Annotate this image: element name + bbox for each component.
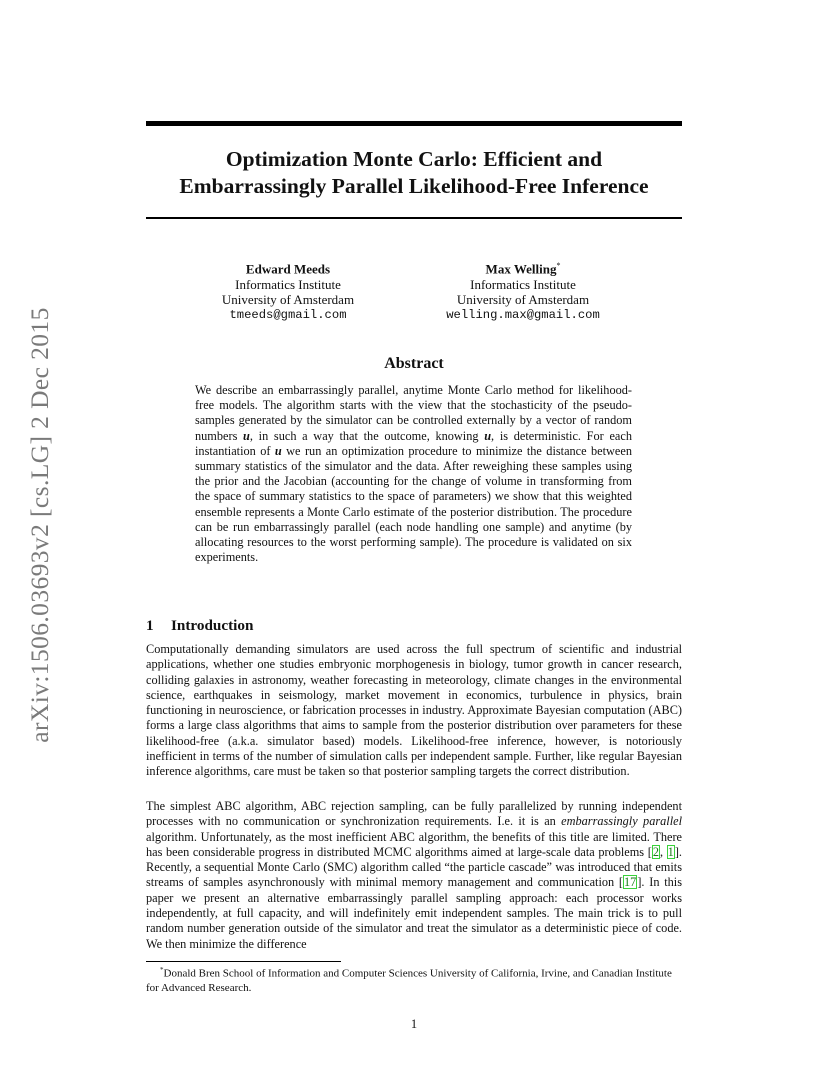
title-top-rule <box>146 121 682 126</box>
footnote: *Donald Bren School of Information and Computer Sciences University of California, Irvine, and Canadian Institute for Advanced Research. <box>146 966 672 995</box>
arxiv-identifier-stamp: arXiv:1506.03693v2 [cs.LG] 2 Dec 2015 <box>25 307 54 743</box>
math-symbol-u: u <box>274 443 282 458</box>
abstract-text: We describe an embarrassingly parallel, anytime Monte Carlo method for likelihood-free models. The algorithm starts with the view that the stochasticity of the pseudo-samples generated by the simulator can be controlled externally by a vector of random numbers u, in such a way that the outcome, knowing u, is deterministic. For each instantiation of u we run an optimization procedure to minimize the distance between summary statistics of the simulator and the data. After reweighing these samples using the prior and the Jacobian (accounting for the change of volume in transforming from the space of summary statistics to the space of parameters) we show that this weighted ensemble represents a Monte Carlo estimate of the posterior distribution. The procedure can be run embarrassingly parallel (each node handling one sample) and anytime (by allocating resources to the worst performing sample). The procedure is validated on six experiments. <box>195 383 632 565</box>
paper-title <box>146 146 682 200</box>
citation-link-17[interactable]: 17 <box>624 875 637 890</box>
author-name: Max Welling* <box>485 261 561 277</box>
footnote-marker[interactable]: * <box>556 261 561 270</box>
title-line-2: Embarrassingly Parallel Likelihood-Free Inference <box>179 174 649 198</box>
citation-link-2[interactable]: 2 <box>652 844 659 859</box>
math-symbol-u: u <box>484 428 492 443</box>
math-symbol-u: u <box>243 428 250 443</box>
author-university: University of Amsterdam <box>221 292 355 308</box>
author-block-2 <box>408 258 638 323</box>
citation-link-1[interactable]: 1 <box>667 844 674 859</box>
title-bottom-rule <box>146 217 682 219</box>
abstract-heading: Abstract <box>384 355 444 372</box>
author-email[interactable]: welling.max@gmail.com <box>446 307 600 322</box>
author-email[interactable]: tmeeds@gmail.com <box>229 307 347 322</box>
title-line-1: Optimization Monte Carlo: Efficient and <box>225 147 603 171</box>
author-institute: Informatics Institute <box>235 276 341 292</box>
intro-paragraph-1: Computationally demanding simulators are used across the full spectrum of scientific and industrial applications, whether one studies embryonic morphogenesis in biology, tumor growth in cancer research, colliding galaxies in astronomy, weather forecasting in meteorology, climate changes in the environmental science, earthquakes in seismology, market movement in economics, turbulence in physics, brain functioning in neuroscience, or fabrication processes in industry. Approximate Bayesian computation (ABC) forms a large class algorithms that aims to sample from the posterior distribution over parameters for these likelihood-free (a.k.a. simulator based) models. Likelihood-free inference, however, is notoriously inefficient in terms of the number of simulation calls per independent sample. Further, like regular Bayesian inference algorithms, care must be taken so that posterior sampling targets the correct distribution. <box>146 642 682 779</box>
author-name: Edward Meeds <box>245 261 331 277</box>
footnote-rule <box>146 961 341 962</box>
author-institute: Informatics Institute <box>470 276 576 292</box>
intro-paragraph-2: The simplest ABC algorithm, ABC rejection sampling, can be fully parallelized by running independent processes with no communication or synchronization requirements. I.e. it is an embarrassingly parallel algorithm. Unfortunately, as the most inefficient ABC algorithm, the benefits of this title are limited. There has been considerable progress in distributed MCMC algorithms aimed at large-scale data problems [2, 1]. Recently, a sequential Monte Carlo (SMC) algorithm called “the particle cascade” was introduced that emits streams of samples asynchronously with minimal memory management and communication [17]. In this paper we present an alternative embarrassingly parallel sampling approach: each processor works independently, at full capacity, and will indefinitely emit independent samples. The main trick is to pull random number generation outside of the simulator and treat the simulator as a deterministic piece of code. We then minimize the difference <box>146 799 682 951</box>
author-university: University of Amsterdam <box>456 292 590 308</box>
page-number: 1 <box>410 1017 418 1031</box>
author-block-1 <box>173 258 403 323</box>
section-heading-introduction: 1 Introduction <box>146 617 254 634</box>
